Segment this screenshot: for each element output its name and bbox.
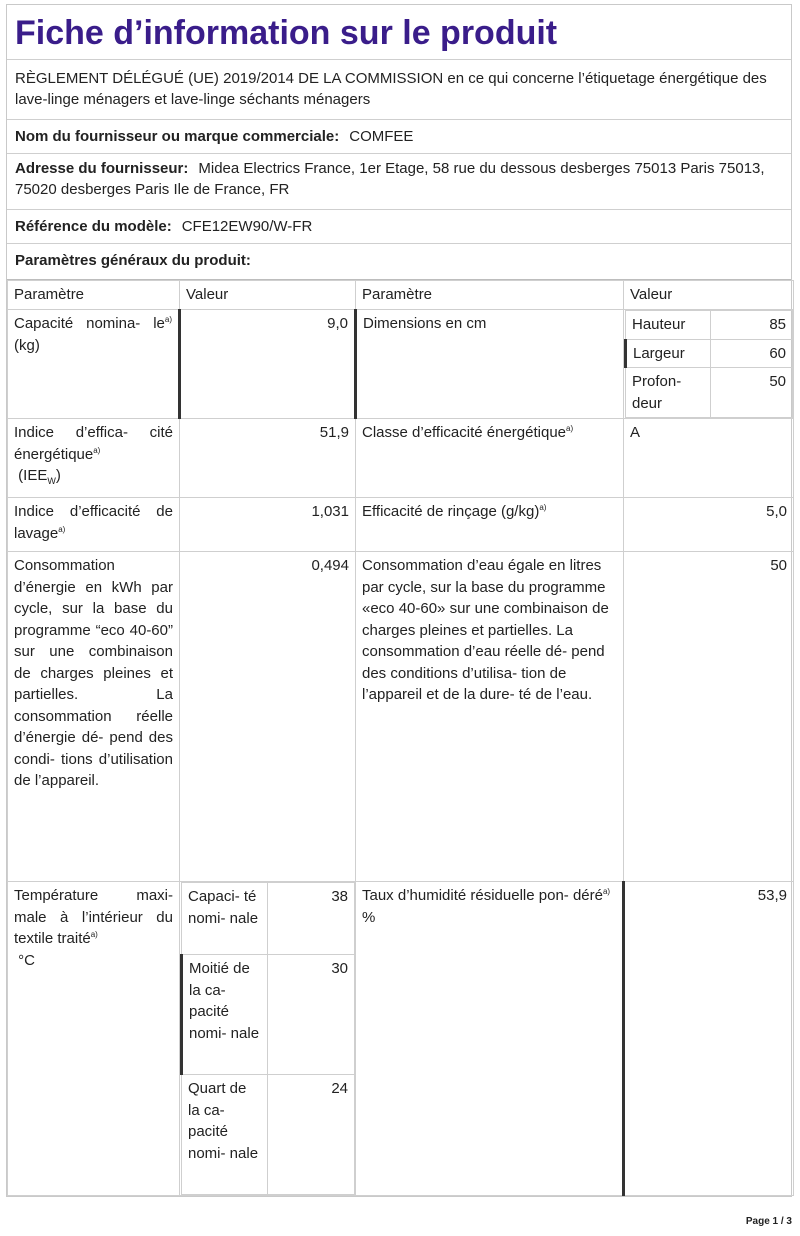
page-title: Fiche d’information sur le produit	[7, 5, 791, 60]
capacity-label-text: Capacité nomina- le	[14, 315, 165, 332]
eei-value: 51,9	[180, 419, 356, 498]
header-parameter: Paramètre	[8, 281, 180, 310]
table-row	[8, 419, 794, 498]
eei-unit-close: )	[55, 467, 61, 484]
rinsing-label-text: Efficacité de rinçage (g/kg)	[362, 503, 540, 520]
model-row	[7, 210, 791, 244]
height-value: 85	[711, 311, 793, 340]
energy-class-label	[356, 419, 624, 498]
water-consumption-value: 50	[624, 552, 794, 882]
energy-class-value: A	[624, 419, 794, 498]
model-label: Référence du modèle:	[15, 218, 172, 235]
capacity-label	[8, 310, 180, 419]
width-value: 60	[711, 339, 793, 368]
rated-capacity-label: Capaci- té nomi- nale	[182, 883, 268, 955]
parameters-table	[7, 280, 794, 1196]
regulation-text: RÈGLEMENT DÉLÉGUÉ (UE) 2019/2014 DE LA COMMISSION en ce qui concerne l’étiquetage énergétique des lave-linge ménagers et lave-linge séchants ménagers	[7, 60, 791, 120]
table-row	[8, 310, 794, 419]
capacity-unit: (kg)	[14, 336, 40, 354]
supplier-row	[7, 120, 791, 154]
height-label: Hauteur	[626, 311, 711, 340]
footnote-mark: a)	[539, 503, 547, 512]
half-capacity-label: Moitié de la ca- pacité nomi- nale	[182, 955, 268, 1075]
depth-value: 50	[711, 368, 793, 418]
eei-label	[8, 419, 180, 498]
temperature-label	[8, 882, 180, 1196]
address-row	[7, 154, 791, 210]
eei-unit-sub: W	[47, 476, 56, 486]
energy-class-label-text: Classe d’efficacité énergétique	[362, 424, 567, 441]
supplier-value: COMFEE	[349, 128, 414, 145]
eei-label-text: Indice d’effica- cité énergétique	[14, 424, 173, 463]
quarter-capacity-value: 24	[268, 1075, 355, 1195]
energy-consumption-value: 0,494	[180, 552, 356, 882]
footnote-mark: a)	[90, 930, 98, 939]
general-parameters-heading	[7, 244, 791, 280]
half-capacity-value: 30	[268, 955, 355, 1075]
general-parameters-label: Paramètres généraux du produit:	[15, 252, 251, 269]
energy-consumption-label: Consommation d’énergie en kWh par cycle, sur la base du programme “eco 40-60” sur une combinaison de charges pleines et partielles. La consommation réelle d’énergie dé- pend des condi- tions d’utilisation de l’appareil.	[8, 552, 180, 882]
footnote-mark: a)	[164, 315, 172, 324]
dimensions-table	[624, 310, 793, 418]
width-label: Largeur	[626, 339, 711, 368]
address-label: Adresse du fournisseur:	[15, 160, 189, 177]
rinsing-value: 5,0	[624, 498, 794, 552]
dimensions-label: Dimensions en cm	[356, 310, 624, 419]
washing-label-text: Indice d’efficacité de lavage	[14, 503, 173, 542]
moisture-label-text: Taux d’humidité résiduelle pon- déré	[362, 887, 603, 904]
rated-capacity-value: 38	[268, 883, 355, 955]
header-value-2: Valeur	[624, 281, 794, 310]
page-number: Page 1 / 3	[745, 1216, 792, 1227]
dimensions-values	[624, 310, 794, 419]
table-header-row	[8, 281, 794, 310]
capacity-value: 9,0	[180, 310, 356, 419]
rinsing-label	[356, 498, 624, 552]
footnote-mark: a)	[58, 524, 66, 534]
table-row	[8, 882, 794, 1196]
washing-label	[8, 498, 180, 552]
temperature-label-text: Température maxi- male à l’intérieur du textile traité	[14, 887, 173, 947]
table-row	[8, 552, 794, 882]
table-row	[8, 498, 794, 552]
eei-unit: (IEE	[18, 467, 48, 484]
header-value: Valeur	[180, 281, 356, 310]
moisture-label	[356, 882, 624, 1196]
footnote-mark: a)	[93, 445, 101, 455]
model-value: CFE12EW90/W-FR	[181, 218, 313, 235]
address-value: Midea Electrics France, 1er Etage, 58 rue du dessous desberges 75013 Paris 75013, 75020 desberges Paris Ile de France, FR	[15, 160, 765, 198]
footnote-mark: a)	[566, 424, 574, 433]
temperature-unit: °C	[18, 951, 36, 969]
water-consumption-label: Consommation d’eau égale en litres par cycle, sur la base du programme «eco 40-60» sur une combinaison de charges pleines et partielles. La consommation d’eau réelle dé- pend des conditions d’utilisa- tion de l’appareil et de la dure- té de l’eau.	[356, 552, 624, 882]
header-parameter-2: Paramètre	[356, 281, 624, 310]
product-information-sheet	[6, 4, 792, 1197]
moisture-value: 53,9	[624, 882, 794, 1196]
supplier-label: Nom du fournisseur ou marque commerciale:	[15, 128, 340, 145]
temperature-table	[180, 882, 355, 1195]
footnote-mark: a)	[602, 887, 611, 896]
depth-label: Profon- deur	[626, 368, 711, 418]
temperature-values	[180, 882, 356, 1196]
moisture-unit: %	[362, 908, 376, 926]
washing-value: 1,031	[180, 498, 356, 552]
quarter-capacity-label: Quart de la ca- pacité nomi- nale	[182, 1075, 268, 1195]
